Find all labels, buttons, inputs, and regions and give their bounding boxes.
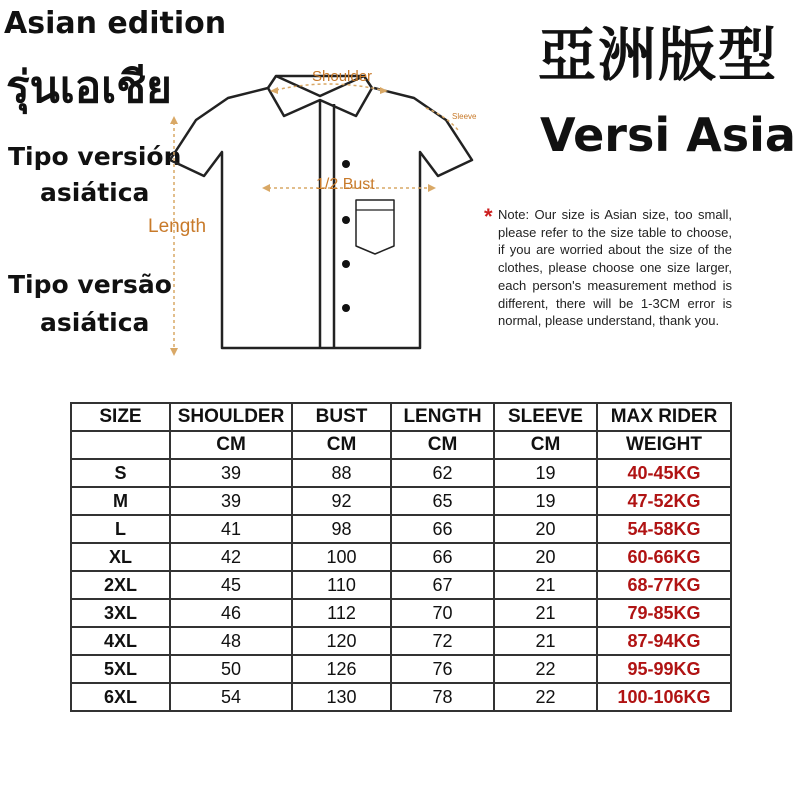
cell-size: S	[71, 459, 170, 487]
cell-shoulder: 54	[170, 683, 292, 711]
cell-size: 2XL	[71, 571, 170, 599]
cell-weight: 87-94KG	[597, 627, 731, 655]
cell-shoulder: 46	[170, 599, 292, 627]
cell-length: 66	[391, 543, 494, 571]
header-size: SIZE	[71, 403, 170, 431]
table-row	[71, 683, 731, 711]
size-table	[70, 402, 732, 712]
note-asterisk: *	[484, 204, 493, 229]
cell-length: 72	[391, 627, 494, 655]
unit-weight: WEIGHT	[597, 431, 731, 459]
title-thai: รุ่นเอเชีย	[6, 62, 172, 113]
table-row	[71, 543, 731, 571]
title-spanish-line1: Tipo versión	[8, 142, 182, 171]
table-row	[71, 487, 731, 515]
cell-sleeve: 19	[494, 487, 597, 515]
cell-bust: 88	[292, 459, 391, 487]
cell-sleeve: 19	[494, 459, 597, 487]
cell-weight: 100-106KG	[597, 683, 731, 711]
cell-shoulder: 50	[170, 655, 292, 683]
cell-bust: 98	[292, 515, 391, 543]
unit-size	[71, 431, 170, 459]
title-spanish-line2: asiática	[40, 178, 150, 207]
cell-bust: 92	[292, 487, 391, 515]
label-shoulder: Shoulder	[312, 68, 373, 85]
table-units-row	[71, 431, 731, 459]
unit-bust: CM	[292, 431, 391, 459]
cell-weight: 60-66KG	[597, 543, 731, 571]
cell-length: 78	[391, 683, 494, 711]
header-max-rider: MAX RIDER	[597, 403, 731, 431]
note-text: Note: Our size is Asian size, too small, please refer to the size table to choose, if you are worried about the size of the clothes, please choose one size larger, each person's measurement method is different, there will be 1-3CM error is normal, please understand, thank you.	[498, 207, 732, 329]
cell-weight: 54-58KG	[597, 515, 731, 543]
table-row	[71, 627, 731, 655]
cell-shoulder: 42	[170, 543, 292, 571]
cell-length: 67	[391, 571, 494, 599]
cell-length: 76	[391, 655, 494, 683]
unit-length: CM	[391, 431, 494, 459]
cell-weight: 68-77KG	[597, 571, 731, 599]
cell-sleeve: 22	[494, 683, 597, 711]
label-bust: 1/2 Bust	[316, 176, 375, 193]
table-row	[71, 515, 731, 543]
cell-sleeve: 20	[494, 515, 597, 543]
cell-length: 70	[391, 599, 494, 627]
cell-size: 5XL	[71, 655, 170, 683]
cell-bust: 112	[292, 599, 391, 627]
label-sleeve: Sleeve	[452, 112, 477, 121]
header-length: LENGTH	[391, 403, 494, 431]
cell-weight: 95-99KG	[597, 655, 731, 683]
title-chinese: 亞洲版型	[538, 21, 779, 89]
header-sleeve: SLEEVE	[494, 403, 597, 431]
title-portuguese-line2: asiática	[40, 308, 150, 337]
cell-bust: 130	[292, 683, 391, 711]
cell-shoulder: 41	[170, 515, 292, 543]
table-row	[71, 459, 731, 487]
cell-bust: 100	[292, 543, 391, 571]
table-row	[71, 571, 731, 599]
cell-size: XL	[71, 543, 170, 571]
cell-weight: 79-85KG	[597, 599, 731, 627]
title-portuguese-line1: Tipo versão	[8, 270, 172, 299]
label-length: Length	[148, 216, 207, 237]
cell-size: 6XL	[71, 683, 170, 711]
cell-size: M	[71, 487, 170, 515]
cell-weight: 47-52KG	[597, 487, 731, 515]
cell-sleeve: 21	[494, 627, 597, 655]
cell-size: L	[71, 515, 170, 543]
cell-bust: 120	[292, 627, 391, 655]
cell-shoulder: 45	[170, 571, 292, 599]
cell-size: 3XL	[71, 599, 170, 627]
cell-length: 65	[391, 487, 494, 515]
cell-sleeve: 22	[494, 655, 597, 683]
cell-sleeve: 20	[494, 543, 597, 571]
table-header-row	[71, 403, 731, 431]
cell-shoulder: 39	[170, 487, 292, 515]
unit-sleeve: CM	[494, 431, 597, 459]
unit-shoulder: CM	[170, 431, 292, 459]
cell-size: 4XL	[71, 627, 170, 655]
title-malay: Versi Asia	[540, 108, 796, 162]
title-asian-edition: Asian edition	[4, 6, 227, 41]
cell-length: 66	[391, 515, 494, 543]
cell-length: 62	[391, 459, 494, 487]
cell-shoulder: 39	[170, 459, 292, 487]
table-row	[71, 599, 731, 627]
cell-bust: 126	[292, 655, 391, 683]
header-bust: BUST	[292, 403, 391, 431]
cell-shoulder: 48	[170, 627, 292, 655]
cell-sleeve: 21	[494, 599, 597, 627]
cell-sleeve: 21	[494, 571, 597, 599]
cell-bust: 110	[292, 571, 391, 599]
shirt-outline-icon	[150, 60, 490, 360]
header-shoulder: SHOULDER	[170, 403, 292, 431]
table-row	[71, 655, 731, 683]
cell-weight: 40-45KG	[597, 459, 731, 487]
